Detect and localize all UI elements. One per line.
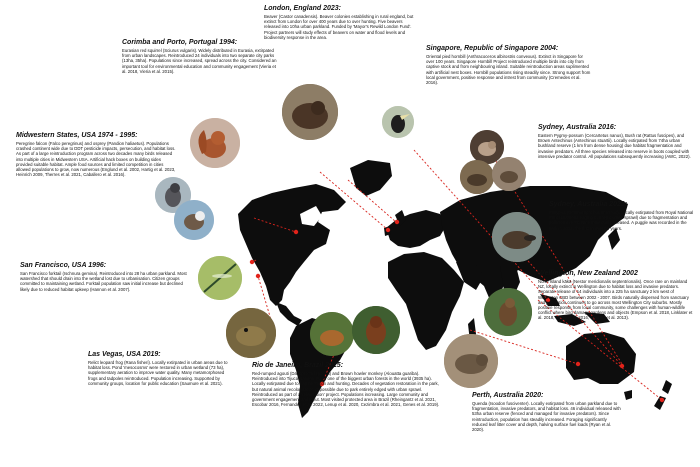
card-las-vegas-title: Las Vegas, USA 2019: (88, 351, 161, 358)
card-wellington-title: Wellington, New Zealand 2002 (538, 270, 638, 277)
card-wellington-body: North Island kākā (Nestor meridionalis septentrionalis). Once rare on mainland NZ, locally extinct in Wellington due to habitat loss and invasive predators. Separate release of 14 individuals into a 225 ha sanctuary 2 km west of Wellington CBD between 2002 - 2007. Birds naturally dispersed from sanctuary and population continues to go across most Wellington City suburbs. Mostly positive response from local community, some challenges with human-wildlife conflict where bird damage gardens and objects (Empson et al. 2018, Linklater et al. 2018, Recio et al. 2016, Charles et al. 2013). (538, 279, 693, 321)
card-san-francisco (20, 262, 192, 292)
card-midwestern (16, 132, 176, 177)
marker-las-vegas (256, 274, 260, 278)
card-london-title: London, England 2023: (264, 5, 342, 12)
card-coimbra (122, 39, 279, 74)
card-perth-body: Quenda (Isoodon fusciventer). Locally extirpated from urban parkland due to fragmentation, invasive predators, and habitat loss. 46 individual released with 53ha urban reserve (fenced and managed for invasive predators). Since reintroduction, population has steadily increased. Foraging significantly reduced leaf litter cover and depth, halving surface fuel loads (Ryan et al. 2020). (472, 401, 621, 433)
card-coimbra-body: Eurasian red squirrel (Sciurus vulgaris). Widely distributed in Eurasia, extirpated from urban landscapes. Reintroduced 24 individuals into two separate city parks (13ha, 35ha). Populations since increased, spread across the city. Considered an important tool for environmental education and community engagement (Vieria et al. 2018, Vieria et al. 2015). (122, 48, 277, 74)
card-san-francisco-title: San Francisco, USA 1996: (20, 262, 107, 269)
beaver-photo (282, 84, 338, 140)
marker-portugal (386, 228, 390, 232)
card-london-body: Beaver (Castor canadensis). Beaver colonies establishing in rural england, but extinct from London for over 400 years due to over hunting. Five beavers released into 10ha urban parkland. Funded by 'Mayor's Rewild London Fund'. Project partners will study effects of beavers on water and flood levels and biodiversity response in the area. (264, 14, 414, 40)
card-midwestern-title: Midwestern States, USA 1974 - 1995: (16, 132, 138, 139)
card-perth (472, 392, 622, 432)
card-sydney-2016-title: Sydney, Australia 2016: (538, 124, 617, 131)
kaka-photo (484, 288, 532, 336)
card-sydney-2016 (538, 124, 694, 159)
card-perth-title: Perth, Australia 2020: (472, 392, 544, 399)
card-las-vegas-body: Relict leopard frog (Rana fisheri). Locally extirpated in urban areas due to habitat loss. Pond 'mesocosms' were restored in urban wetland (73 ha), supplementary aeration to improve water quality. Many metamorphosed frogs and tadpoles reintroduced. Population increasing. Supported by community groups, location for public education (Saumure et al. 2021). (88, 360, 228, 386)
card-sydney-2023-title: Sydney, Australia 2023: (549, 201, 628, 208)
marker-perth (576, 362, 580, 366)
card-sydney-2023 (549, 201, 694, 231)
howler-monkey-photo (352, 306, 400, 354)
card-midwestern-body: Peregrine falcon (Falco peregrinus) and osprey (Pandion haliaetus). Populations crashed continent wide due to DDT pesticide impacts, persecution, and habitat loss. As part of a large reintroduction program across two decades many birds released into multiple cities in Midwestern USA. Artificial hack boxes on building sides provided suitable habitat. Ample food sources and limited competition in cities allowed populations to grow, now numerous (Englund et al. 2002, Hartig et al. 2023, Heinrich 2009, Therres et al. 2021, Caballero et al. 2016). (16, 141, 176, 178)
antechinus-photo (492, 157, 526, 191)
card-sydney-2023-body: Platypus (Ornithorhynchus anatinus). Locally extirpated from Royal National Park (16,000ha edging Sydney's urban sprawl) due to fragmentation and pollution events. Nine individuals released. A puggle was recorded in the park in 2024, the first in over 50 years. (549, 210, 694, 231)
marker-sydney (620, 364, 624, 368)
quenda-photo (444, 334, 498, 388)
damselfly-photo (198, 256, 242, 300)
marker-san-francisco (250, 260, 254, 264)
rat-photo (460, 160, 494, 194)
card-rio-title: Rio de Janeiro, Brazil 2015: (252, 362, 344, 369)
squirrel-photo (190, 118, 240, 168)
marker-london (395, 220, 399, 224)
frog-photo (226, 308, 276, 358)
card-london (264, 5, 420, 40)
hornbill-photo (382, 106, 414, 138)
osprey-photo (174, 200, 214, 240)
card-las-vegas (88, 351, 231, 386)
card-rio-body: Red-rumped agouti (Dasyprocta leporina) and Brown howler monkey (Alouatta guariba). Reintroduced into Tijuca National Park, one of the biggest urban forests in the world (3935 ha). Locally extirpated due to fragmentation and hunting. Decades of vegetation restoration in the park, but natural animal recolonisation impossible due to park entirely edged with urban sprawl. Reintroduced as part of a 'refaunation' project. Populations increasing. Large community and government engagement and input. Most visited protected area in Brazil (Rheingantz et al. 2021, Escobar 2016, Fernandez et al. 2022, Lenup et al. 2020, Cezimbra et al. 2021, Genes et al. 2019). (252, 371, 440, 408)
marker-midwest (294, 230, 298, 234)
card-singapore (426, 45, 591, 85)
card-sydney-2016-body: Eastern Pygmy-possum (Cercartetus nanus), Bush rat (Rattus fuscipes), and Brown Antechinus (Antechinus stuartii). Locally extirpated from 74ha urban bushland reserve (1 km from dense housing) due habitat fragmentation and invasive predators. All three species released into reserve in boots coupled with intensive predator control. All populations subsequently increasing (AWC, 2022). (538, 133, 691, 159)
card-san-francisco-body: San Francisco forktail (Ischnura gemina). Reintroduced into 28 ha urban parkland. Most watershed that should drain into the wetland lost due to urbanisation. Citizen groups committed to maintaining wetland. Forktail population saw initial increase but declined likely due to reduced habitat upkeep (Hannon et al. 2007). (20, 271, 187, 292)
card-wellington (538, 270, 694, 321)
card-rio (252, 362, 442, 407)
platypus-photo (492, 212, 542, 262)
card-singapore-body: Oriental pied hornbill (Anthracoceros albirostris convexus). Extinct in Singapore for over 100 years. Singapore Hornbill Project reintroduced multiple birds into city from captive stock and from neighbouring island. Suitable reintroduction areas suplimented with artificial nest boxes. Hornbill populations rising steadily since. Strong support from local government, positive response and intrest from community (Cremedes et al. 2016). (426, 54, 591, 86)
card-singapore-title: Singapore, Republic of Singapore 2004: (426, 45, 559, 52)
agouti-photo (310, 312, 354, 356)
card-coimbra-title: Corimba and Porto, Portugal 1994: (122, 39, 238, 46)
marker-wellington (660, 398, 664, 402)
